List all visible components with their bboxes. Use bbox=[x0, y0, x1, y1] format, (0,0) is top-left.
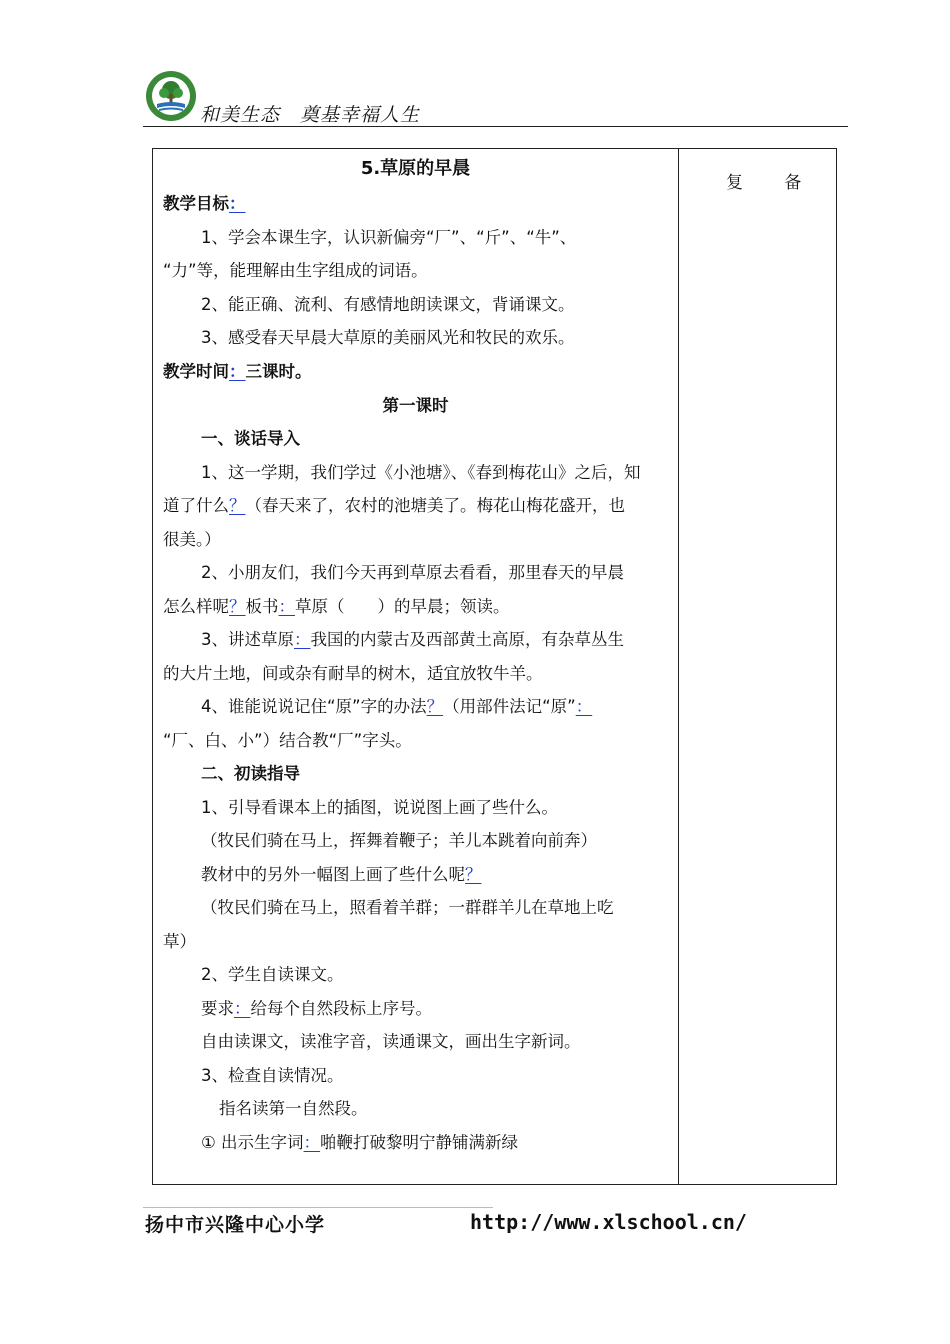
table-column-divider bbox=[678, 148, 679, 1185]
goal-1-line-2: “力”等，能理解由生字组成的词语。 bbox=[163, 261, 428, 280]
section-2-heading: 二、初读指导 bbox=[201, 764, 300, 783]
period-title: 第一课时 bbox=[382, 396, 449, 415]
s1-item-4-line-1: 4、谁能说说记住“原”字的办法？（用部件法记“原”： bbox=[201, 697, 593, 716]
s2-item-1-answer-2-line-2: 草） bbox=[163, 932, 196, 951]
footer-school-name: 扬中市兴隆中心小学 bbox=[145, 1214, 326, 1236]
s1-item-3-line-1: 3、讲述草原：我国的内蒙古及西部黄土高原，有杂草丛生 bbox=[201, 630, 624, 649]
teaching-time: 教学时间：三课时。 bbox=[163, 362, 312, 381]
s2-item-3: 3、检查自读情况。 bbox=[201, 1066, 344, 1085]
s2-item-1-answer-2-line-1: （牧民们骑在马上，照看着羊群；一群群羊儿在草地上吃 bbox=[201, 898, 614, 917]
header-divider bbox=[143, 126, 848, 127]
goal-2: 2、能正确、流利、有感情地朗读课文，背诵课文。 bbox=[201, 295, 575, 314]
s1-item-2-line-2: 怎么样呢？板书：草原（ ）的早晨；领读。 bbox=[163, 597, 510, 616]
goal-3: 3、感受春天早晨大草原的美丽风光和牧民的欢乐。 bbox=[201, 328, 575, 347]
s2-item-2: 2、学生自读课文。 bbox=[201, 965, 344, 984]
s1-item-1-line-2: 道了什么？（春天来了，农村的池塘美了。梅花山梅花盛开，也 bbox=[163, 496, 625, 515]
footer-url: http://www.xlschool.cn/ bbox=[470, 1210, 747, 1234]
s2-item-3-a: 指名读第一自然段。 bbox=[219, 1099, 368, 1118]
s2-item-1-question: 教材中的另外一幅图上画了些什么呢？ bbox=[201, 865, 482, 884]
review-column-label: 复 备 bbox=[726, 173, 820, 193]
s1-item-2-line-1: 2、小朋友们，我们今天再到草原去看看，那里春天的早晨 bbox=[201, 563, 624, 582]
s2-item-1: 1、引导看课本上的插图，说说图上画了些什么。 bbox=[201, 798, 558, 817]
s1-item-1-line-1: 1、这一学期，我们学过《小池塘》、《春到梅花山》之后，知 bbox=[201, 463, 641, 482]
section-1-heading: 一、谈话导入 bbox=[201, 429, 300, 448]
footer-divider bbox=[143, 1207, 493, 1208]
s2-item-2-free-reading: 自由读课文，读准字音，读通课文，画出生字新词。 bbox=[201, 1032, 581, 1051]
s2-item-2-requirement: 要求：给每个自然段标上序号。 bbox=[201, 999, 432, 1018]
school-logo-icon bbox=[145, 70, 197, 122]
goals-heading: 教学目标： bbox=[163, 194, 246, 213]
s2-item-3-b: ① 出示生字词：啪鞭打破黎明宁静铺满新绿 bbox=[201, 1133, 519, 1152]
lesson-title: 5.草原的早晨 bbox=[360, 158, 471, 179]
s1-item-4-line-2: “厂、白、小”）结合教“厂”字头。 bbox=[163, 731, 412, 750]
header-motto: 和美生态 奠基幸福人生 bbox=[200, 104, 421, 126]
s1-item-3-line-2: 的大片土地，间或杂有耐旱的树木，适宜放牧牛羊。 bbox=[163, 664, 543, 683]
s2-item-1-answer: （牧民们骑在马上，挥舞着鞭子；羊儿本跳着向前奔） bbox=[201, 831, 597, 850]
goal-1-line-1: 1、学会本课生字，认识新偏旁“厂”、“斤”、“牛”、 bbox=[201, 228, 577, 247]
s1-item-1-line-3: 很美。） bbox=[163, 530, 221, 549]
